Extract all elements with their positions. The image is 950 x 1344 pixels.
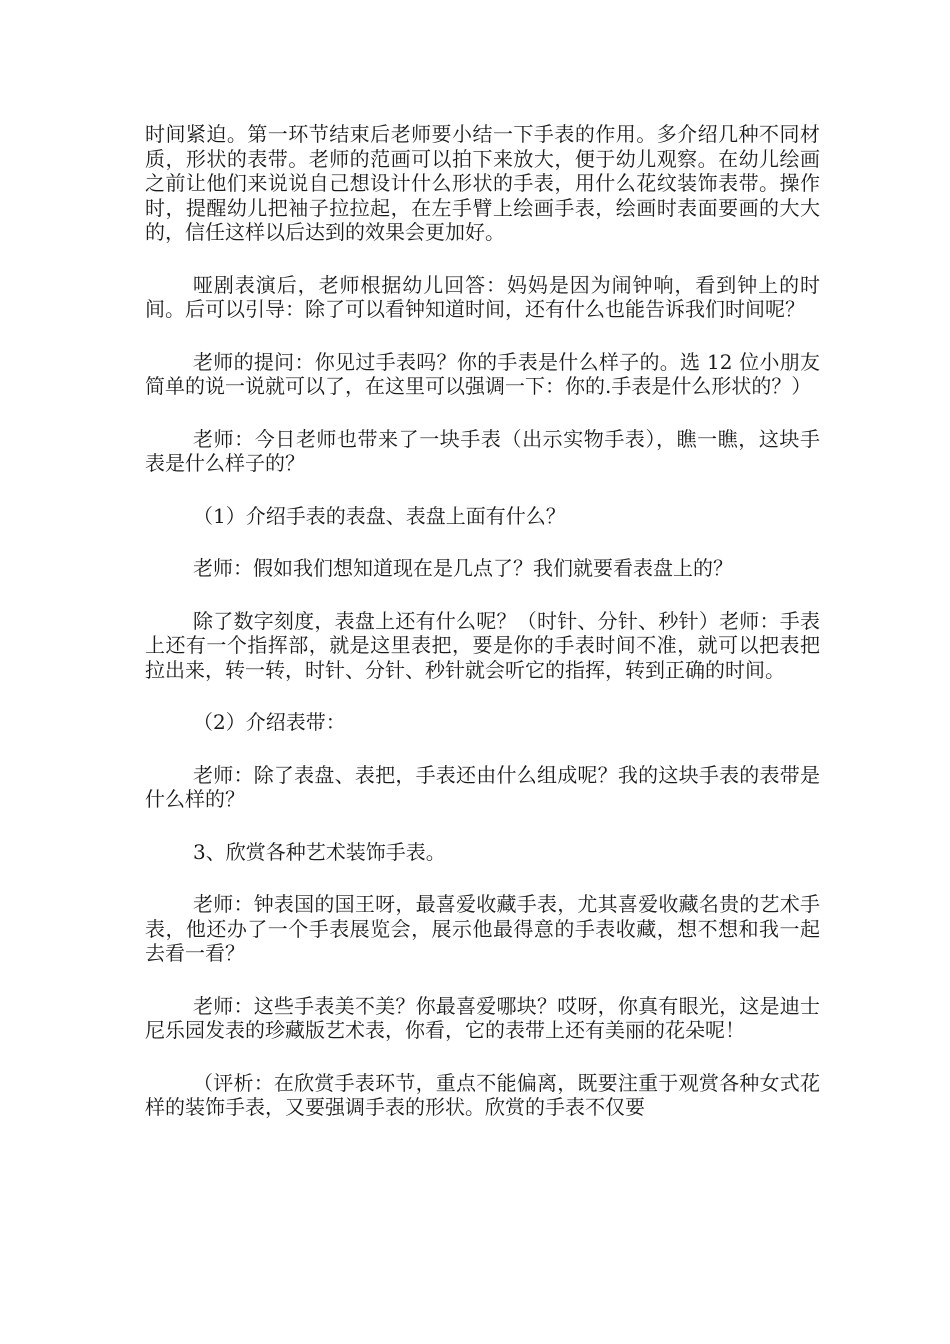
paragraph-6: 老师：假如我们想知道现在是几点了？我们就要看表盘上的？ [193, 556, 733, 580]
paragraph-11: 老师：钟表国的国王呀，最喜爱收藏手表，尤其喜爱收藏名贵的艺术手表，他还办了一个手表展览会，展示他最得意的手表收藏，想不想和我一起去看一看？ [145, 892, 820, 965]
paragraph-9: 老师：除了表盘、表把，手表还由什么组成呢？我的这块手表的表带是什么样的？ [145, 762, 820, 811]
paragraph-2: 哑剧表演后，老师根据幼儿回答：妈妈是因为闹钟响，看到钟上的时间。后可以引导：除了可以看钟知道时间，还有什么也能告诉我们时间呢？ [145, 272, 820, 321]
paragraph-12: 老师：这些手表美不美？你最喜爱哪块？哎呀，你真有眼光，这是迪士尼乐园发表的珍藏版艺术表，你看，它的表带上还有美丽的花朵呢！ [145, 993, 820, 1042]
paragraph-8: （2）介绍表带： [193, 710, 346, 734]
paragraph-7: 除了数字刻度，表盘上还有什么呢？（时针、分针、秒针）老师：手表上还有一个指挥部，就是这里表把，要是你的手表时间不准，就可以把表把拉出来，转一转，时针、分针、秒针就会听它的指挥，转到正确的时间。 [145, 608, 820, 682]
paragraph-4: 老师：今日老师也带来了一块手表（出示实物手表），瞧一瞧，这块手表是什么样子的？ [145, 426, 820, 475]
paragraph-10: 3、欣赏各种艺术装饰手表。 [193, 839, 446, 864]
paragraph-13: （评析：在欣赏手表环节，重点不能偏离，既要注重于观赏各种女式花样的装饰手表，又要强调手表的形状。欣赏的手表不仅要 [145, 1070, 820, 1119]
paragraph-5: （1）介绍手表的表盘、表盘上面有什么？ [193, 503, 566, 528]
paragraph-3: 老师的提问：你见过手表吗？你的手表是什么样子的。选 12 位小朋友简单的说一说就可以了，在这里可以强调一下：你的.手表是什么形状的？） [145, 349, 820, 398]
document-page [145, 122, 820, 1120]
paragraph-1: 时间紧迫。第一环节结束后老师要小结一下手表的作用。多介绍几种不同材质，形状的表带。老师的范画可以拍下来放大，便于幼儿观察。在幼儿绘画之前让他们来说说自己想设计什么形状的手表，用什么花纹装饰表带。操作时，提醒幼儿把袖子拉拉起，在左手臂上绘画手表，绘画时表面要画的大大的，信任这样以后达到的效果会更加好。 [145, 122, 820, 244]
